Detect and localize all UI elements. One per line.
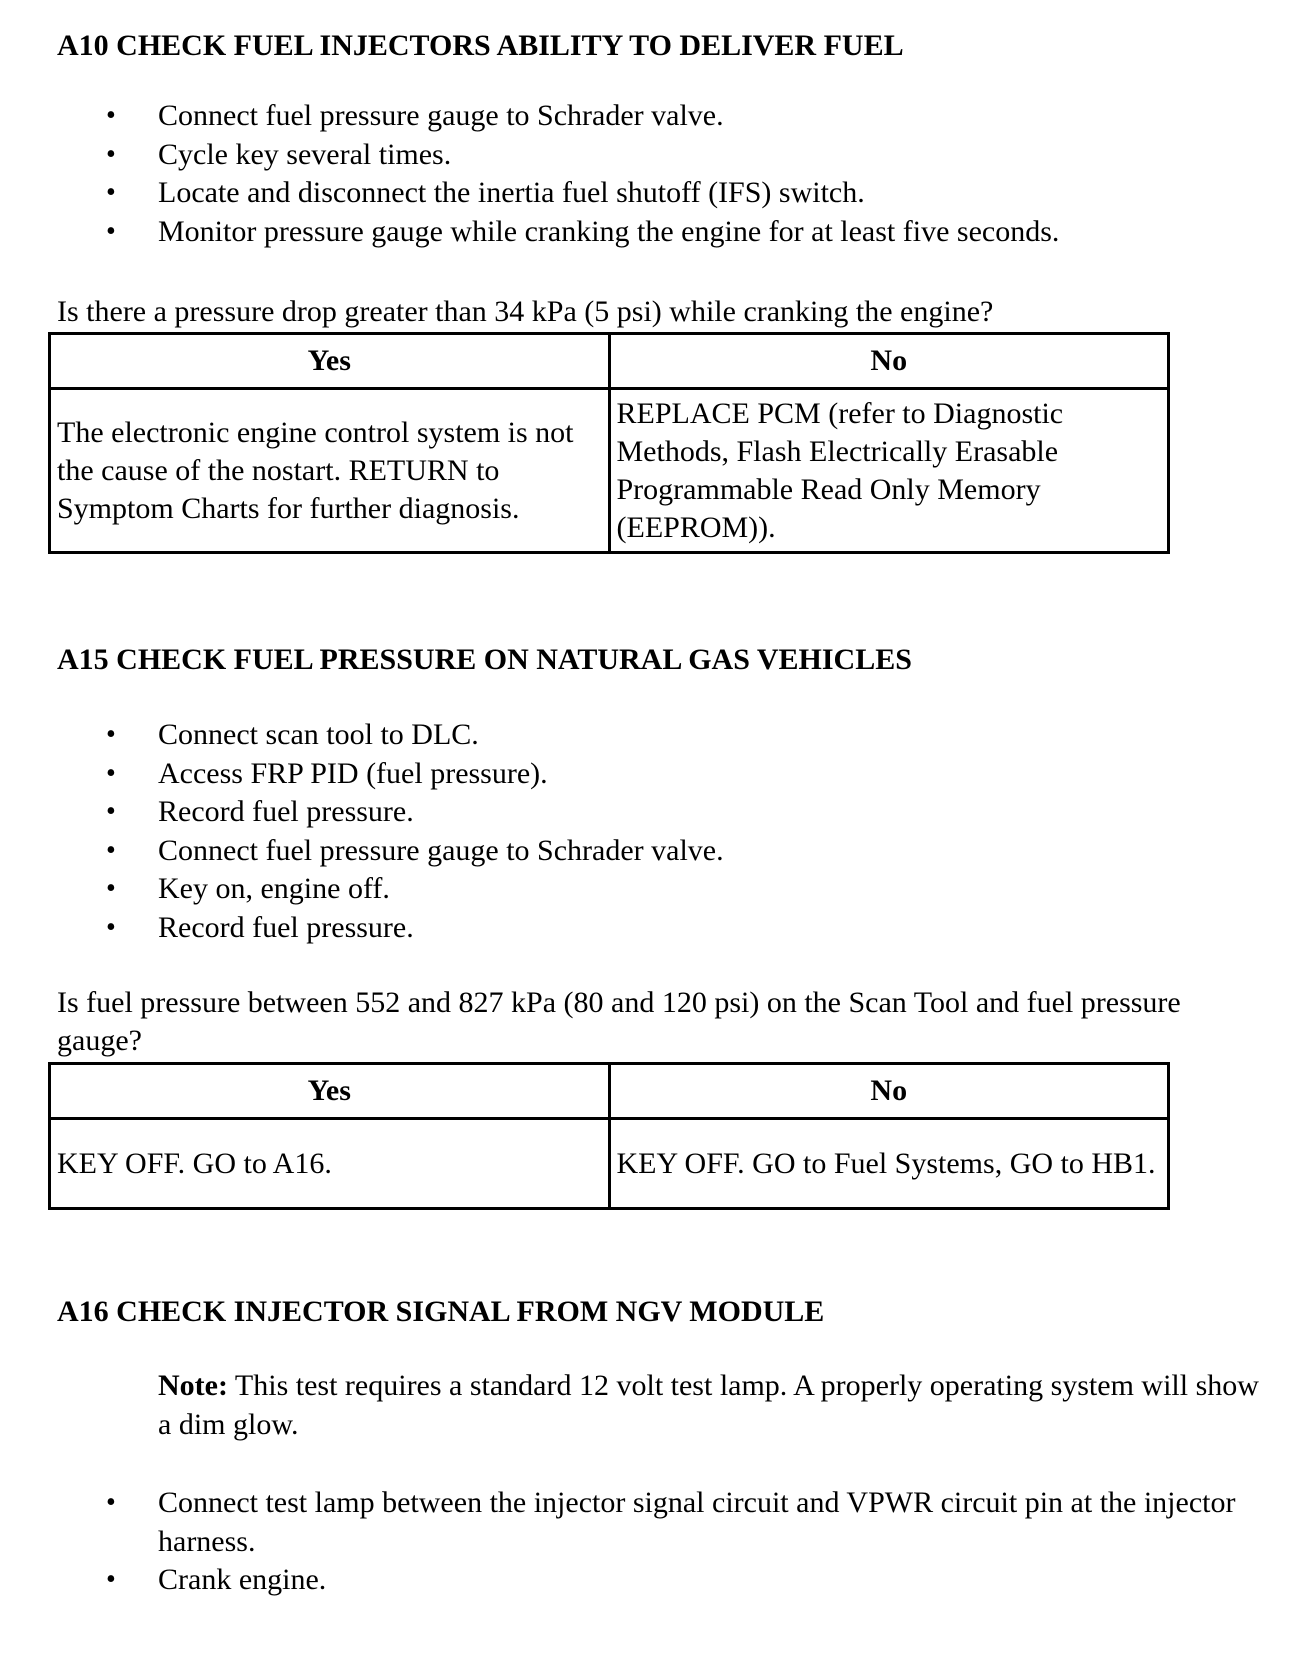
yes-cell: The electronic engine control system is not the cause of the nostart. RETURN to Symptom Charts for further diagnosis. xyxy=(50,389,610,553)
list-item xyxy=(0,1561,1312,1600)
step-text: Connect scan tool to DLC. xyxy=(158,718,479,751)
list-item xyxy=(0,174,1059,213)
list-item xyxy=(0,716,724,755)
bullet-icon: • xyxy=(106,873,116,904)
bullet-icon: • xyxy=(106,834,116,866)
no-header: No xyxy=(609,1064,1169,1119)
section-a15-title: A15 CHECK FUEL PRESSURE ON NATURAL GAS VEHICLES xyxy=(57,643,912,676)
yes-cell: KEY OFF. GO to A16. xyxy=(50,1119,610,1209)
list-item xyxy=(0,755,724,794)
step-text: Record fuel pressure. xyxy=(158,795,414,828)
step-text: Locate and disconnect the inertia fuel shutoff (IFS) switch. xyxy=(158,176,865,209)
section-a10-title: A10 CHECK FUEL INJECTORS ABILITY TO DELIVER FUEL xyxy=(57,29,904,62)
bullet-icon: • xyxy=(106,1564,116,1595)
bullet-icon: • xyxy=(106,911,116,943)
bullet-icon: • xyxy=(106,1487,116,1518)
a15-question: Is fuel pressure between 552 and 827 kPa (80 and 120 psi) on the Scan Tool and fuel pressure gauge? xyxy=(57,986,1181,1057)
list-item xyxy=(0,870,724,909)
step-text: Monitor pressure gauge while cranking the engine for at least five seconds. xyxy=(158,214,1060,248)
bullet-icon: • xyxy=(106,100,116,131)
bullet-icon: • xyxy=(106,215,116,247)
list-item xyxy=(0,213,1059,252)
step-text: Connect fuel pressure gauge to Schrader valve. xyxy=(158,833,724,867)
note-text: This test requires a standard 12 volt test lamp. A properly operating system will show a dim glow. xyxy=(158,1369,1259,1441)
bullet-icon: • xyxy=(106,757,116,789)
step-text: Connect test lamp between the injector signal circuit and VPWR circuit pin at the injector harness. xyxy=(158,1486,1236,1558)
a16-step-list xyxy=(0,1484,1312,1600)
step-text: Crank engine. xyxy=(158,1563,327,1596)
section-a16-title: A16 CHECK INJECTOR SIGNAL FROM NGV MODULE xyxy=(57,1295,825,1328)
step-text: Access FRP PID (fuel pressure). xyxy=(158,756,548,790)
no-header: No xyxy=(609,334,1169,389)
step-text: Record fuel pressure. xyxy=(158,910,414,944)
a16-note xyxy=(158,1367,1268,1444)
bullet-icon: • xyxy=(106,138,116,170)
a15-decision-table xyxy=(48,1062,1170,1210)
no-cell: REPLACE PCM (refer to Diagnostic Methods, Flash Electrically Erasable Programmable Read Only Memory (EEPROM)). xyxy=(609,389,1169,553)
step-text: Connect fuel pressure gauge to Schrader valve. xyxy=(158,99,724,132)
a15-step-list xyxy=(0,716,724,947)
list-item xyxy=(0,832,724,871)
yes-header: Yes xyxy=(50,334,610,389)
no-cell: KEY OFF. GO to Fuel Systems, GO to HB1. xyxy=(609,1119,1169,1209)
bullet-icon: • xyxy=(106,796,116,827)
list-item xyxy=(0,97,1059,136)
a10-question: Is there a pressure drop greater than 34 kPa (5 psi) while cranking the engine? xyxy=(57,295,994,328)
step-text: Key on, engine off. xyxy=(158,872,390,905)
step-text: Cycle key several times. xyxy=(158,137,452,171)
list-item xyxy=(0,793,724,832)
bullet-icon: • xyxy=(106,177,116,208)
list-item xyxy=(0,909,724,948)
note-label: Note: xyxy=(158,1369,228,1402)
list-item xyxy=(0,136,1059,175)
list-item xyxy=(0,1484,1312,1561)
bullet-icon: • xyxy=(106,719,116,750)
a10-decision-table xyxy=(48,332,1170,554)
a10-step-list xyxy=(0,97,1059,251)
yes-header: Yes xyxy=(50,1064,610,1119)
